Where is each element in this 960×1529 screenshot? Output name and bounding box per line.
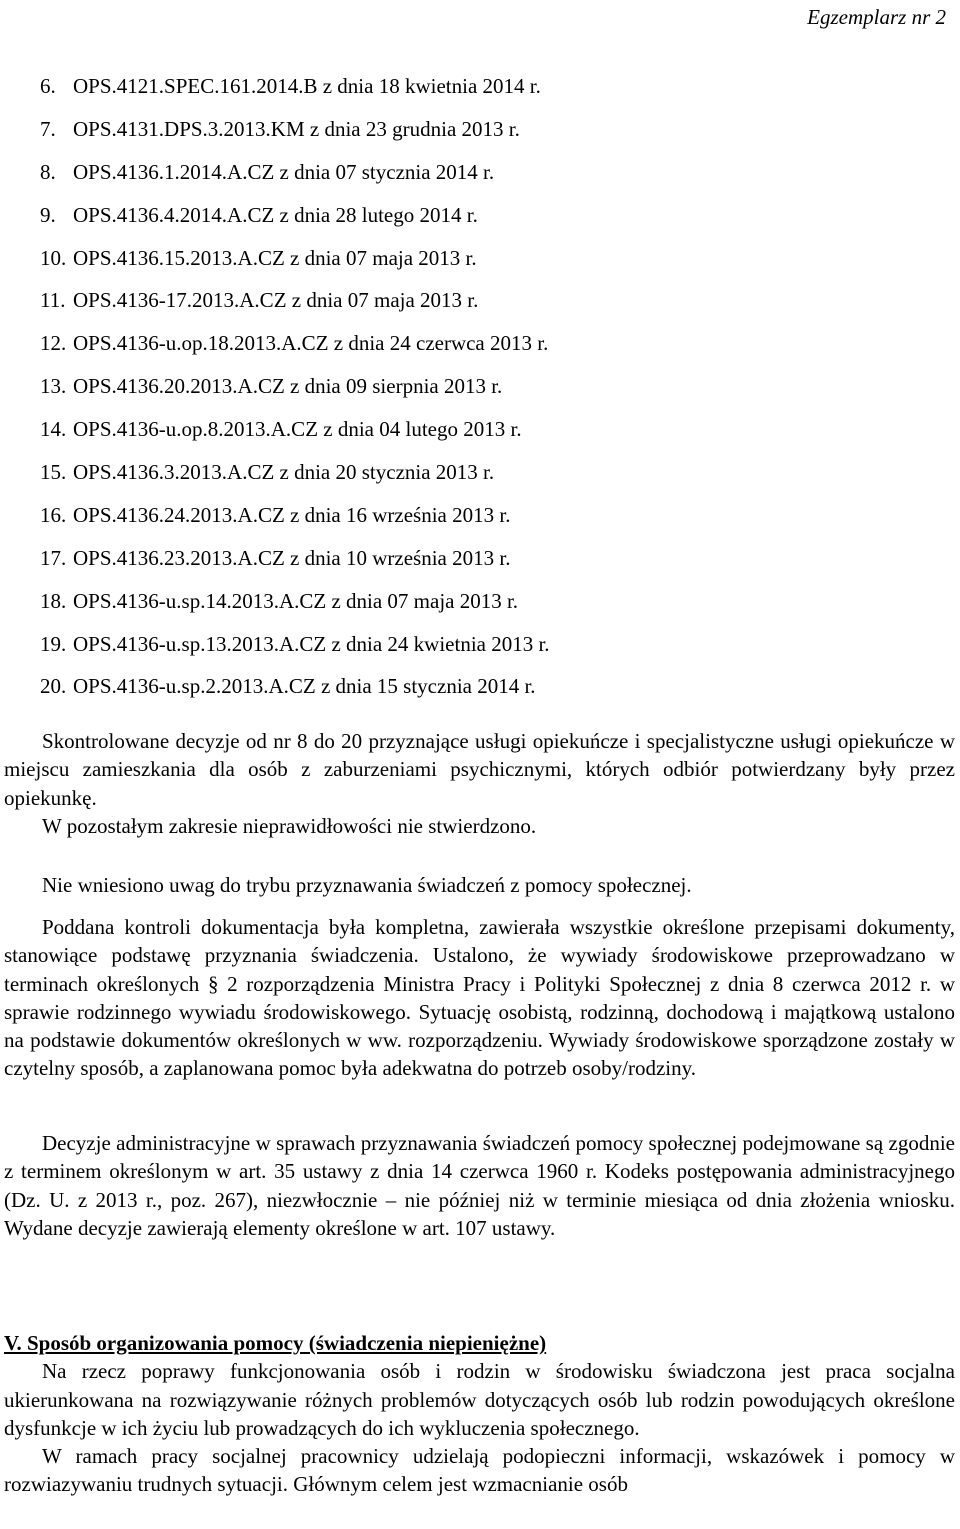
list-item xyxy=(40,288,550,331)
list-item-number: 10. xyxy=(40,245,67,270)
list-item-text: OPS.4136.24.2013.A.CZ z dnia 16 września 2013 r. xyxy=(73,502,511,527)
section-v-heading-text: V. Sposób organizowania pomocy (świadczenia niepieniężne) xyxy=(4,1331,547,1355)
list-item-number: 17. xyxy=(40,545,67,570)
list-item-number: 20. xyxy=(40,674,67,699)
paragraph-checked-decisions: Skontrolowane decyzje od nr 8 do 20 przyznające usługi opiekuńcze i specjalistyczne usługi opiekuńcze w miejscu zamieszkania dla osób z zaburzeniami psychicznymi, których odbiór potwierdzany były przez opiekunkę. xyxy=(4,729,955,810)
list-item-text: OPS.4136-u.sp.14.2013.A.CZ z dnia 07 maja 2013 r. xyxy=(73,588,519,613)
body-text-block-1 xyxy=(4,727,955,840)
list-item-number: 6. xyxy=(40,74,56,98)
list-item xyxy=(40,74,550,117)
section-v xyxy=(4,1329,955,1499)
list-item xyxy=(40,546,550,589)
list-item-text: OPS.4136.20.2013.A.CZ z dnia 09 sierpnia 2013 r. xyxy=(73,374,503,399)
paragraph-no-irregularities: W pozostałym zakresie nieprawidłowości nie stwierdzono. xyxy=(42,813,537,838)
list-item xyxy=(40,503,550,546)
list-item-text: OPS.4136.15.2013.A.CZ z dnia 07 maja 2013 r. xyxy=(73,245,477,270)
paragraph-documentation: Poddana kontroli dokumentacja była kompletna, zawierała wszystkie określone przepisami dokumenty, stanowiące podstawę przyznania świadczenia. Ustalono, że wywiady środowiskowe przeprowadzano w terminach określonych § 2 rozporządzenia Ministra Pracy i Polityki Społecznej z dnia 8 czerwca 2012 r. w sprawie rodzinnego wywiadu środowiskowego. Sytuację osobistą, rodzinną, dochodową i majątkową ustalono na podstawie dokumentów określonych w ww. rozporządzeniu. Wywiady środowiskowe sporządzone zostały w czytelny sposób, a zaplanowana pomoc była adekwatna do potrzeb osoby/rodziny. xyxy=(4,915,955,1081)
list-item-text: OPS.4136.4.2014.A.CZ z dnia 28 lutego 2014 r. xyxy=(73,202,478,227)
body-text-block-3 xyxy=(4,913,955,1083)
list-item-number: 15. xyxy=(40,460,67,485)
list-item-text: OPS.4121.SPEC.161.2014.B z dnia 18 kwietnia 2014 r. xyxy=(73,74,541,98)
body-text-block-2 xyxy=(4,871,955,899)
section-v-paragraph-1: Na rzecz poprawy funkcjonowania osób i rodzin w środowisku świadczona jest praca socjalna ukierunkowana na rozwiązywanie różnych problemów dotyczących osób lub rodzin powodujących określone dysfunkcje w ich życiu lub prowadzących do ich wykluczenia społecznego. xyxy=(4,1359,955,1440)
list-item xyxy=(40,589,550,632)
list-item xyxy=(40,417,550,460)
paragraph-administrative: Decyzje administracyjne w sprawach przyznawania świadczeń pomocy społecznej podejmowane są zgodnie z terminem określonym w art. 35 ustawy z dnia 14 czerwca 1960 r. Kodeks postępowania administracyjnego (Dz. U. z 2013 r., poz. 267), niezwłocznie – nie później niż w terminie miesiąca od dnia złożenia wniosku. Wydane decyzje zawierają elementy określone w art. 107 ustawy. xyxy=(4,1131,955,1240)
list-item-text: OPS.4136-u.sp.2.2013.A.CZ z dnia 15 stycznia 2014 r. xyxy=(73,674,536,699)
list-item xyxy=(40,160,550,203)
list-item-text: OPS.4136.3.2013.A.CZ z dnia 20 stycznia 2013 r. xyxy=(73,460,495,485)
decision-list xyxy=(40,74,550,717)
list-item xyxy=(40,374,550,417)
list-item xyxy=(40,331,550,374)
section-v-heading xyxy=(4,1329,955,1357)
list-item xyxy=(40,460,550,503)
list-item-text: OPS.4131.DPS.3.2013.KM z dnia 23 grudnia 2013 r. xyxy=(73,116,520,141)
list-item-number: 12. xyxy=(40,331,67,356)
list-item-text: OPS.4136-u.sp.13.2013.A.CZ z dnia 24 kwietnia 2013 r. xyxy=(73,631,550,656)
list-item-number: 18. xyxy=(40,588,67,613)
list-item xyxy=(40,117,550,160)
paragraph-no-remarks: Nie wniesiono uwag do trybu przyznawania świadczeń z pomocy społecznej. xyxy=(42,873,692,897)
list-item xyxy=(40,246,550,289)
list-item-number: 16. xyxy=(40,502,67,527)
list-item-text: OPS.4136.23.2013.A.CZ z dnia 10 września 2013 r. xyxy=(73,545,511,570)
list-item-number: 7. xyxy=(40,116,56,141)
body-text-block-4 xyxy=(4,1129,955,1242)
list-item-number: 19. xyxy=(40,631,67,656)
list-item-text: OPS.4136-u.op.8.2013.A.CZ z dnia 04 lutego 2013 r. xyxy=(73,417,522,442)
list-item-text: OPS.4136.1.2014.A.CZ z dnia 07 stycznia 2014 r. xyxy=(73,159,495,184)
list-item xyxy=(40,674,550,717)
list-item xyxy=(40,632,550,675)
list-item-text: OPS.4136-17.2013.A.CZ z dnia 07 maja 2013 r. xyxy=(73,288,479,313)
section-v-paragraph-2: W ramach pracy socjalnej pracownicy udzielają podopieczni informacji, wskazówek i pomocy w rozwiazywaniu trudnych sytuacji. Głównym celem jest wzmacnianie osób xyxy=(4,1444,955,1497)
list-item-number: 13. xyxy=(40,374,67,399)
list-item-number: 14. xyxy=(40,417,67,442)
list-item-number: 8. xyxy=(40,159,56,184)
list-item-number: 11. xyxy=(40,288,66,313)
list-item xyxy=(40,203,550,246)
list-item-number: 9. xyxy=(40,202,56,227)
copy-number-label: Egzemplarz nr 2 xyxy=(807,5,946,29)
list-item-text: OPS.4136-u.op.18.2013.A.CZ z dnia 24 czerwca 2013 r. xyxy=(73,331,549,356)
